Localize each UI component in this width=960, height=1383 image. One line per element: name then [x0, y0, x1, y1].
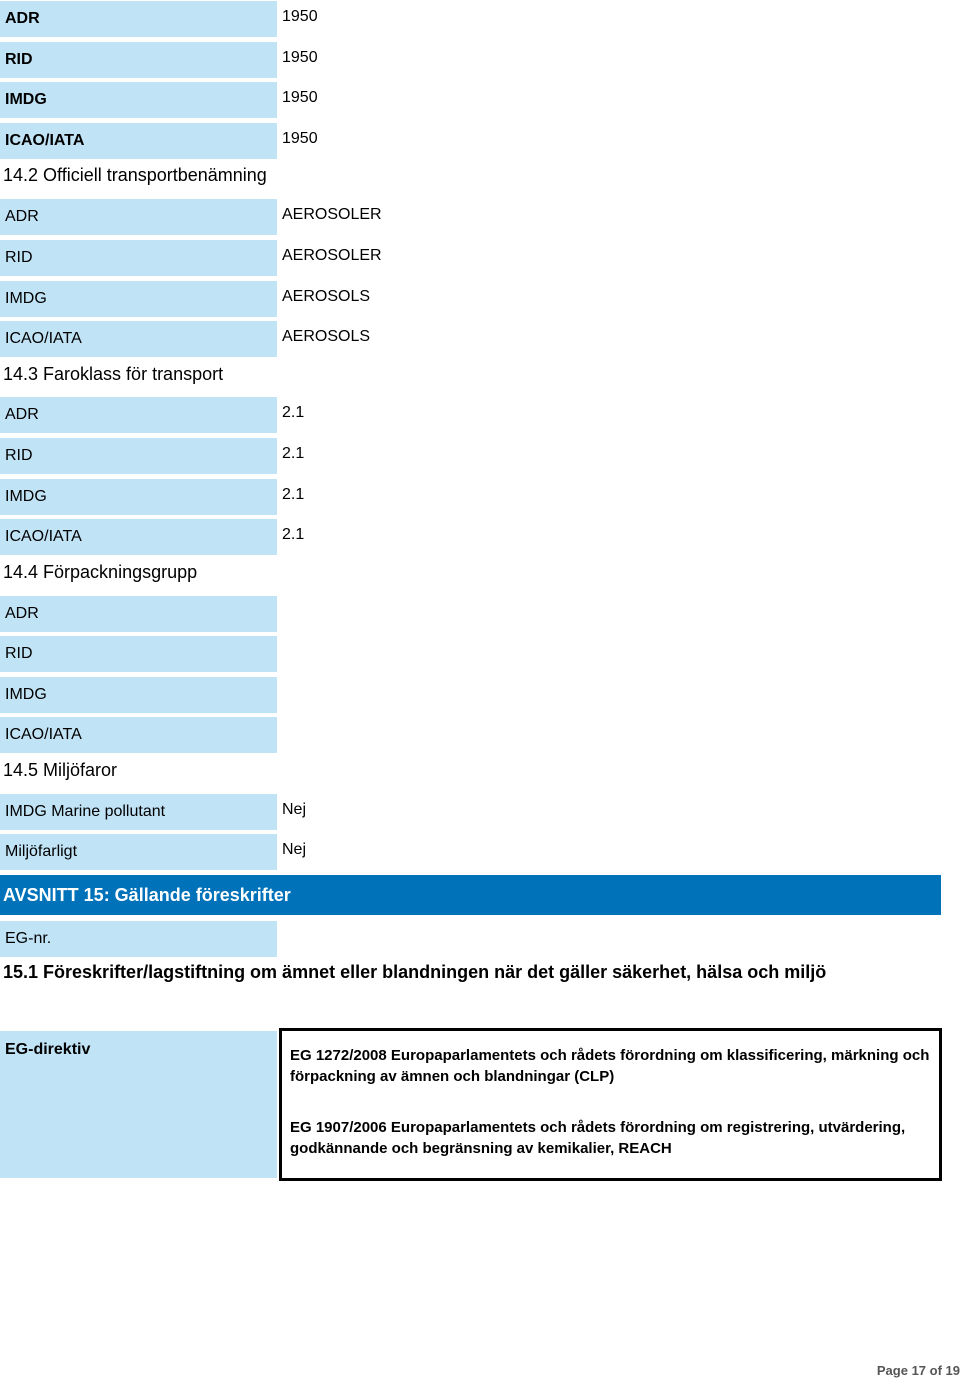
row-value: 2.1 [282, 445, 305, 462]
hazard-class-heading: 14.3 Faroklass för transport [3, 364, 224, 384]
row-label: ICAO/IATA [0, 717, 277, 753]
eg-nr-label: EG-nr. [0, 921, 277, 957]
row-value: Nej [282, 801, 307, 818]
row-value: 1950 [282, 130, 318, 147]
row-label: ADR [0, 397, 277, 433]
section-15-title: AVSNITT 15: Gällande föreskrifter [0, 875, 941, 915]
row-label: ICAO/IATA [0, 123, 277, 159]
row-value: 1950 [282, 49, 318, 66]
row-value: 2.1 [282, 404, 305, 421]
directive-reach: EG 1907/2006 Europaparlamentets och rådets förordning om registrering, utvärdering, godkännande och begränsning av kemikalier, REACH [290, 1119, 906, 1157]
environmental-heading: 14.5 Miljöfaror [3, 760, 118, 780]
row-value: AEROSOLS [282, 328, 371, 345]
eg-directive-label: EG-direktiv [0, 1031, 277, 1178]
row-label: ADR [0, 1, 277, 37]
row-label: RID [0, 438, 277, 474]
row-label: RID [0, 636, 277, 672]
row-label: RID [0, 240, 277, 276]
row-label: ICAO/IATA [0, 321, 277, 357]
row-value: AEROSOLS [282, 288, 371, 305]
section-15-1-heading: 15.1 Föreskrifter/lagstiftning om ämnet eller blandningen när det gäller säkerhet, hälsa och miljö [3, 962, 827, 982]
row-label: ADR [0, 199, 277, 235]
page-number: Page 17 of 19 [876, 1363, 960, 1378]
row-value: 2.1 [282, 526, 305, 543]
row-value: 2.1 [282, 486, 305, 503]
row-value: 1950 [282, 8, 318, 25]
directive-clp: EG 1272/2008 Europaparlamentets och rådets förordning om klassificering, märkning och förpackning av ämnen och blandningar (CLP) [290, 1047, 930, 1085]
shipping-name-heading: 14.2 Officiell transportbenämning [3, 165, 267, 185]
packing-group-heading: 14.4 Förpackningsgrupp [3, 562, 198, 582]
row-label: IMDG [0, 479, 277, 515]
row-label: IMDG [0, 677, 277, 713]
row-label: RID [0, 42, 277, 78]
row-value: 1950 [282, 89, 318, 106]
row-label: IMDG [0, 82, 277, 118]
row-label: ADR [0, 596, 277, 632]
row-value: AEROSOLER [282, 206, 382, 223]
row-value: Nej [282, 841, 307, 858]
row-label: ICAO/IATA [0, 519, 277, 555]
row-label: Miljöfarligt [0, 834, 277, 870]
row-label: IMDG [0, 281, 277, 317]
row-label: IMDG Marine pollutant [0, 794, 277, 830]
row-value: AEROSOLER [282, 247, 382, 264]
eg-directive-box [279, 1028, 942, 1181]
